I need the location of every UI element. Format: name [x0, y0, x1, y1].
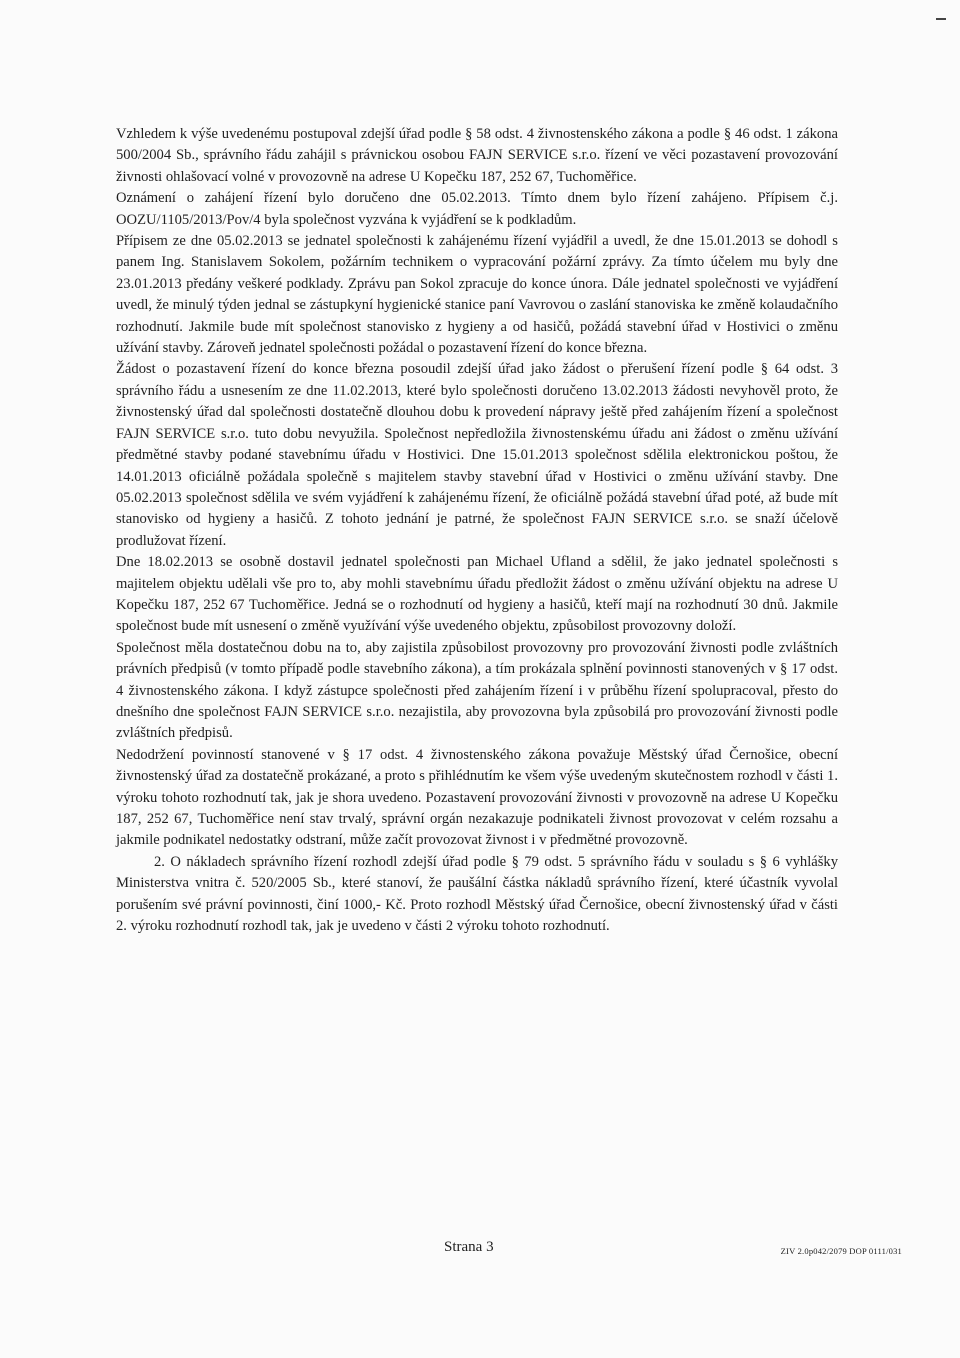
paragraph-procedure-start: Vzhledem k výše uvedenému postupoval zdejší úřad podle § 58 odst. 4 živnostenského zákona a podle § 46 odst. 1 zákona 500/2004 Sb., správního řádu zahájil s právnickou osobou FAJN SERVICE s.r.o. řízení ve věci pozastavení provozování živnosti ohlašovací volné v provozovně na adrese U Kopečku 187, 252 67, Tuchoměřice. [116, 126, 838, 185]
paragraph-obligation: Společnost měla dostatečnou dobu na to, aby zajistila způsobilost provozovny pro provozování živnosti podle zvláštních právních předpisů (v tomto případě podle stavebního zákona), a tím prokázala splnění povinnosti stanovených v § 17 odst. 4 živnostenského zákona. I když zástupce společnosti před zahájením řízení i v průběhu řízení spolupracoval, přesto do dnešního dne společnost FAJN SERVICE s.r.o. nezajistila, aby provozovna byla způsobilá pro provozování živnosti podle zvláštních předpisů. [116, 639, 838, 742]
paragraph-decision-part-1: Nedodržení povinností stanovené v § 17 odst. 4 živnostenského zákona považuje Městský úřad Černošice, obecní živnostenský úřad za dostatečně prokázané, a proto s přihlédnutím ke všem výše uvedeným skutečnostem rozhodl v části 1. výroku tohoto rozhodnutí tak, jak je shora uvedeno. Pozastavení provozování živnosti v provozovně na adrese U Kopečku 187, 252 67, Tuchoměřice není stav trvalý, správní orgán nezakazuje podnikateli živnost provozovat v celém rozsahu a jakmile podnikatel nedostatky odstraní, může začít provozovat živnost i v předmětné provozovně. [116, 746, 838, 849]
paragraph-notification: Oznámení o zahájení řízení bylo doručeno dne 05.02.2013. Tímto dnem bylo řízení zahájeno. Přípisem č.j. OOZU/1105/2013/Pov/4 byla společnost vyzvána k vyjádření se k podkladům. [116, 190, 838, 228]
paragraph-personal-visit: Dne 18.02.2013 se osobně dostavil jednatel společnosti pan Michael Ufland a sdělil, že jako jednatel společnosti s majitelem objektu udělali vše pro to, aby mohli stavebnímu úřadu předložit žádost o změnu užívání objektu na adrese U Kopečku 187, 252 67 Tuchoměřice. Jedná se o rozhodnutí od hygieny a hasičů, kteří mají na rozhodnutí 30 dnů. Jakmile společnost bude mít usnesení o změně využívání výše uvedeného objektu, způsobilost provozovny doloží. [116, 554, 838, 635]
page-number: Strana 3 [444, 1239, 494, 1255]
paragraph-costs-part-2: 2. O nákladech správního řízení rozhodl zdejší úřad podle § 79 odst. 5 správního řádu v souladu s § 6 vyhlášky Ministerstva vnitra č. 520/2005 Sb., které stanoví, že paušální částka nákladů správního řízení, které účastník vyvolal porušením své právní povinnosti, činí 1000,- Kč. Proto rozhodl Městský úřad Černošice, obecní živnostenský úřad v části 2. výroku rozhodnutí rozhodl tak, jak je uvedeno v části 2 výroku tohoto rozhodnutí. [116, 853, 838, 935]
paragraph-request-assessment: Žádost o pozastavení řízení do konce března posoudil zdejší úřad jako žádost o přerušení řízení podle § 64 odst. 3 správního řádu a usnesením ze dne 11.02.2013, které bylo společnosti doručeno 13.02.2013 žádosti nevyhověl proto, že živnostenský úřad dal společnosti dostatečně dlouhou dobu k provedení nápravy ještě před zahájením řízení a společnost FAJN SERVICE s.r.o. tuto dobu nevyužila. Společnost nepředložila živnostenskému úřadu ani žádost o změnu užívání předmětné stavby podané stavebnímu úřadu v Hostivici. Dne 15.01.2013 společnost sdělila elektronickou poštou, že 14.01.2013 oficiálně požádala společně s majitelem stavby stavební úřad v Hostivici o změnu užívání stavby. Dne 05.02.2013 společnost sdělila ve svém vyjádření k zahájenému řízení, že oficiálně požádá stavební úřad poté, až bude mít stanovisko od hygieny a hasičů. Z tohoto jednání je patrné, že společnost FAJN SERVICE s.r.o. se snaží účelově prodlužovat řízení. [116, 361, 838, 549]
paragraph-statement: Přípisem ze dne 05.02.2013 se jednatel společnosti k zahájenému řízení vyjádřil a uvedl, že dne 15.01.2013 se dohodl s panem Ing. Stanislavem Sokolem, požárním technikem o vypracování požární zprávy. Za tímto účelem mu byly dne 23.01.2013 předány veškeré podklady. Zprávu pan Sokol zpracuje do konce února. Dále jednatel společnosti ve vyjádření uvedl, že minulý týden jednal se zástupkyní hygienické stanice paní Vavrovou o zaslání stanoviska ke změně kolaudačního rozhodnutí. Jakmile bude mít společnost stanovisko z hygieny a od hasičů, požádá stavební úřad v Hostivici o změnu užívání stavby. Zároveň jednatel společnosti požádal o pozastavení řízení do konce března. [116, 233, 838, 357]
scan-edge-mark [936, 18, 946, 20]
document-code: ZIV 2.0p042/2079 DOP 0111/031 [780, 1246, 902, 1256]
document-body [116, 124, 838, 937]
